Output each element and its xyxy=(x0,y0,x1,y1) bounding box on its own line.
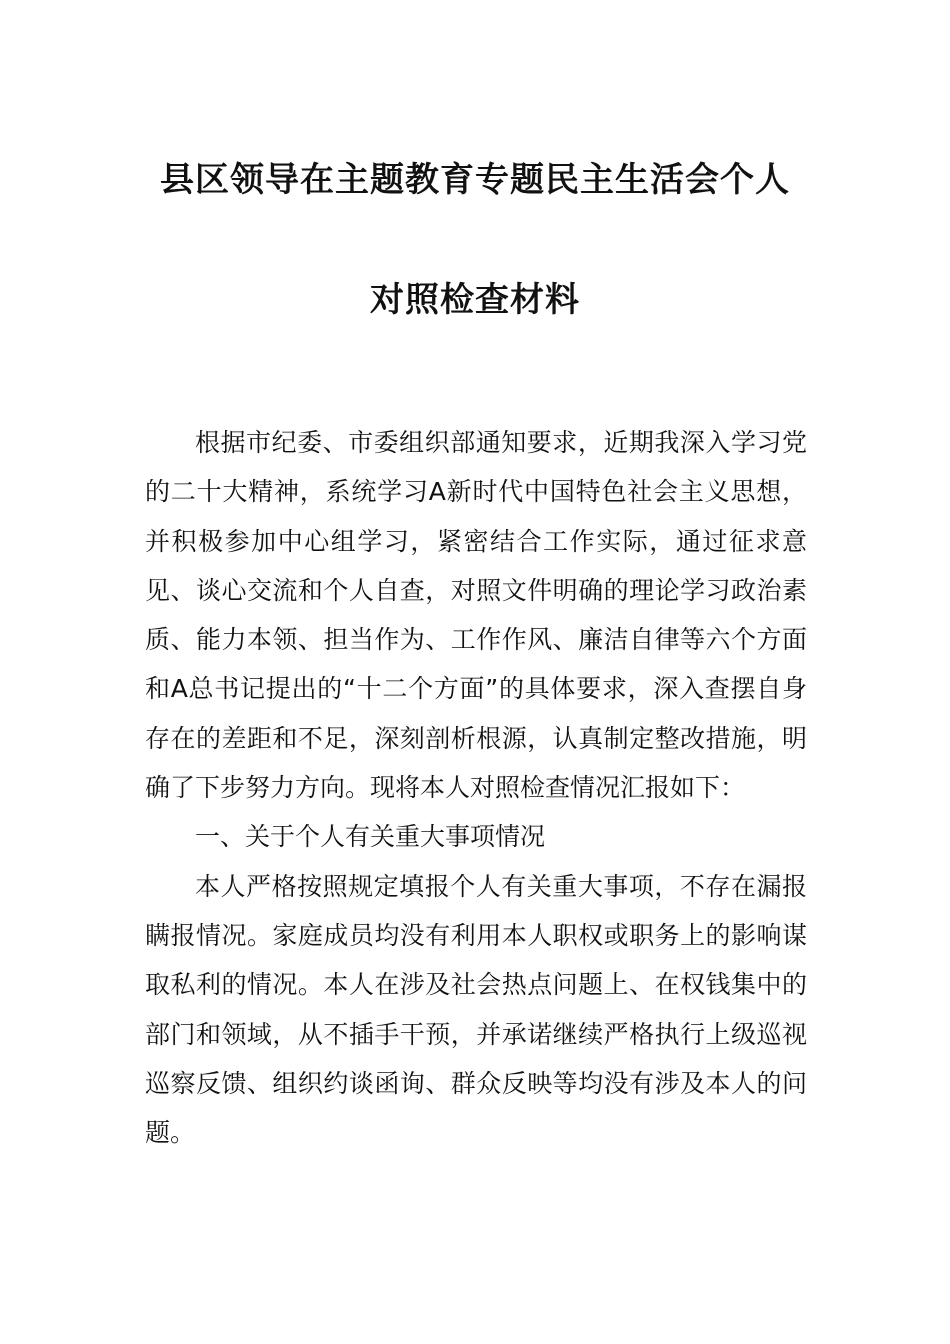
section-1-paragraph: 本人严格按照规定填报个人有关重大事项，不存在漏报瞒报情况。家庭成员均没有利用本人职权或职务上的影响谋取私利的情况。本人在涉及社会热点问题上、在权钱集中的部门和领域，从不插手干预，并承诺继续严格执行上级巡视巡察反馈、组织约谈函询、群众反映等均没有涉及本人的问题。 xyxy=(145,871,807,1148)
document-title-line-1: 县区领导在主题教育专题民主生活会个人 xyxy=(160,160,790,200)
document-title-line-2: 对照检查材料 xyxy=(370,280,580,320)
section-heading-1: 一、关于个人有关重大事项情况 xyxy=(195,822,546,852)
intro-paragraph: 根据市纪委、市委组织部通知要求，近期我深入学习党的二十大精神，系统学习A新时代中国特色社会主义思想，并积极参加中心组学习，紧密结合工作实际，通过征求意见、谈心交流和个人自查，对照文件明确的理论学习政治素质、能力本领、担当作为、工作作风、廉洁自律等六个方面和A总书记提出的“十二个方面”的具体要求，深入查摆自身存在的差距和不足，深刻剖析根源，认真制定整改措施，明确了下步努力方向。现将本人对照检查情况汇报如下： xyxy=(145,428,807,803)
document-body xyxy=(145,418,807,1157)
